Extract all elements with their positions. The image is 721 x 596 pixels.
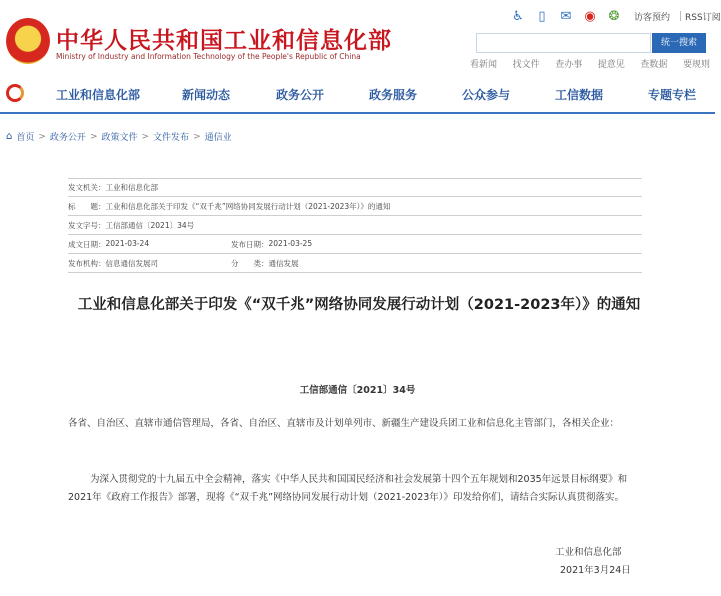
quick-links [470,57,710,70]
meta-label: 发文机关： [68,183,106,192]
meta-label: 标 题： [68,201,106,211]
meta-value: 2021-03-24 [105,238,150,248]
meta-row-org [68,254,642,273]
meta-label: 分 类： [231,258,269,268]
search-button[interactable]: 统一搜索 [652,33,706,53]
nav-logo-icon[interactable] [6,84,24,102]
mail-icon[interactable]: ✉ [560,8,572,24]
meta-value: 工业和信息化部 [105,183,158,192]
recipients: 各省、自治区、直辖市通信管理局，各省、自治区、直辖市及计划单列市、新疆生产建设兵团工业和信息化主管部门，各相关企业： [68,418,620,429]
accessibility-icon[interactable]: ♿ [512,8,524,24]
meta-row-issuer [68,178,642,197]
nav-item-miit[interactable]: 工业和信息化部 [56,88,141,102]
nav-item-government-affairs[interactable]: 政务公开 [276,88,325,102]
weibo-icon[interactable]: ◉ [584,8,596,24]
meta-value: 通信发展 [268,258,299,268]
breadcrumb-separator: > [141,131,150,142]
breadcrumb-separator: > [193,131,201,142]
site-name[interactable]: 中华人民共和国工业和信息化部 [56,28,392,54]
meta-cell-org [68,258,231,269]
meta-cell-category [231,258,299,269]
meta-label: 发布机构： [68,258,106,268]
meta-cell-published [231,239,312,250]
signer: 工业和信息化部 [555,547,622,558]
document-metadata [68,178,642,273]
meta-label: 成文日期： [68,239,106,249]
rss-link[interactable]: RSS订阅 [685,12,721,23]
breadcrumb-separator: > [89,131,98,142]
quick-link-data[interactable]: 查数据 [640,60,668,70]
breadcrumb-government-affairs[interactable]: 政务公开 [49,133,86,143]
nav-item-topics[interactable]: 专题专栏 [648,88,697,102]
nav-item-participation[interactable]: 公众参与 [462,88,511,102]
article-body: 为深入贯彻党的十九届五中全会精神，落实《中华人民共和国国民经济和社会发展第十四个五年规划和2035年远景目标纲要》和2021年《政府工作报告》部署，现将《“双千兆”网络协同发展行动计划（2021-2023年）》印发给你们，请结合实际认真贯彻落实。 [68,474,628,503]
breadcrumb [6,130,232,143]
top-toolbar [510,6,721,26]
visitor-appointment-link[interactable]: 访客预约 [634,12,671,23]
divider [680,11,681,21]
quick-link-services[interactable]: 查办事 [555,60,583,70]
meta-row-doc-number [68,216,642,235]
meta-value: 信息通信发展司 [105,258,158,268]
search-input[interactable] [476,33,651,53]
breadcrumb-home[interactable]: 首页 [16,133,35,143]
quick-link-news[interactable]: 看新闻 [470,60,498,70]
home-icon: ⌂ [6,131,13,142]
wechat-icon[interactable]: ❂ [608,8,620,24]
meta-row-subject [68,197,642,216]
meta-value: 工信部通信〔2021〕34号 [105,220,195,230]
nav-item-news[interactable]: 新闻动态 [182,88,231,102]
meta-value: 工业和信息化部关于印发《“双千兆”网络协同发展行动计划（2021-2023年）》的通知 [105,201,391,211]
article-title: 工业和信息化部关于印发《“双千兆”网络协同发展行动计划（2021-2023年）》的通知 [77,297,641,313]
meta-label: 发文字号： [68,220,106,230]
meta-row-dates [68,235,642,254]
quick-link-feedback[interactable]: 提意见 [597,60,625,70]
national-emblem-logo[interactable] [6,18,50,64]
quick-link-rules[interactable]: 要规则 [682,60,710,70]
mobile-icon[interactable]: ▯ [538,8,546,24]
nav-underline [0,112,715,114]
site-name-en: Ministry of Industry and Information Technology of the People's Republic of China [56,52,361,61]
meta-label: 发布日期： [231,239,269,249]
nav-item-data[interactable]: 工信数据 [555,88,604,102]
quick-link-files[interactable]: 找文件 [512,60,540,70]
breadcrumb-file-release[interactable]: 文件发布 [153,133,190,143]
breadcrumb-separator: > [38,131,46,142]
meta-value: 2021-03-25 [268,238,313,248]
breadcrumb-policy-files[interactable]: 政策文件 [101,133,138,143]
meta-cell-created [68,239,231,250]
breadcrumb-telecom[interactable]: 通信业 [204,133,232,143]
site-header [0,0,721,70]
sign-date: 2021年3月24日 [560,565,631,576]
nav-item-services[interactable]: 政务服务 [369,88,418,102]
main-nav [0,78,715,110]
document-number: 工信部通信〔2021〕34号 [299,385,416,396]
